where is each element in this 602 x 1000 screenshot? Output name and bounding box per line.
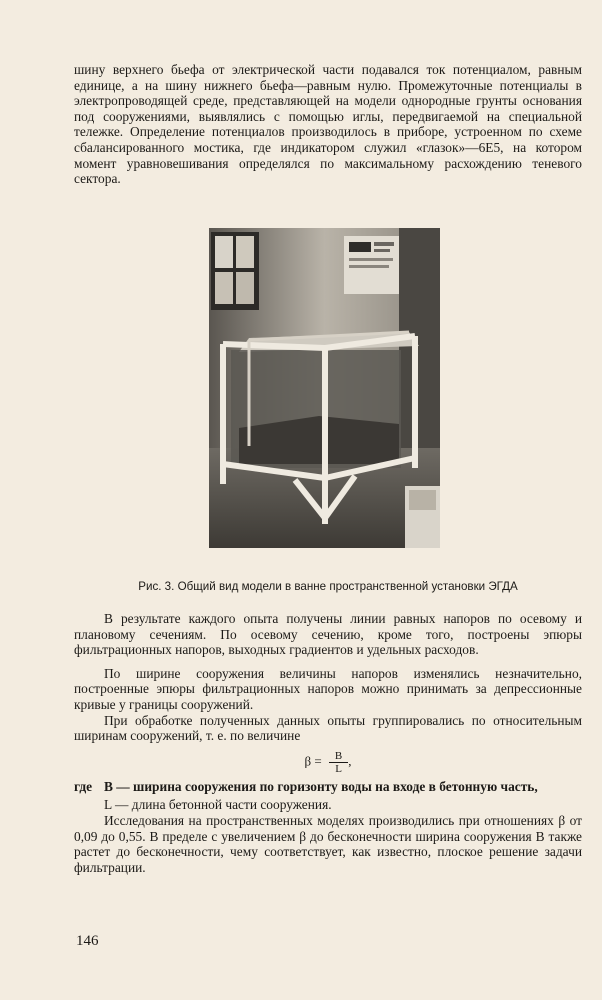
figure-caption: Рис. 3. Общий вид модели в ванне пространственной установки ЭГДА [138,580,518,593]
formula-lhs: β = [304,753,322,769]
legend-b-text: B — ширина сооружения по горизонту воды на входе в бетонную часть, [104,778,538,794]
top-paragraph: шину верхнего бьефа от электрической части подавался ток потенциалом, равным единице, а на шину нижнего бьефа—равным нулю. Промежуточные потенциалы в электропроводящей среде, представляющей на модели однородные грунты основания под сооружениями, выявлялись с помощью иглы, передвигаемой на специальной тележке. Определение потенциалов производилось в приборе, устроенном по схеме сбалансированного мостика, где индикатором служил «глазок»—6Е5, на котором момент уравновешивания определялся по максимальному расхождению теневого сектора. [74,62,582,187]
paragraph-width: По ширине сооружения величины напоров изменялись незначительно, построенные эпюры фильтрационных напоров можно принимать за депрессионные кривые у границы сооружений. [74,665,582,712]
photo-image [209,228,440,548]
paragraph-results: В результате каждого опыта получены линии равных напоров по осевому и плановому сечениям. По осевому сечению, кроме того, построены эпюры фильтрационных напоров, выходных градиентов и удельных расходов. [74,611,582,658]
formula-denominator: L [335,762,342,775]
formula-numerator: B [329,750,348,763]
legend-l-text: L — длина бетонной части сооружения. [104,797,332,813]
page-number: 146 [76,933,99,949]
page-body [74,62,582,187]
beta-formula [74,750,582,775]
paragraph-grouping: При обработке полученных данных опыты группировались по относительным ширинам сооружений, т. е. по величине [74,712,582,744]
model-photo [209,228,440,548]
legend-b [74,779,582,795]
paragraph-final: Исследования на пространственных моделях производились при отношениях β от 0,09 до 0,55. В пределе с увеличением β до бесконечности ширина сооружения B также растет до бесконечности, чему соответствует, как известно, плоское решение задачи фильтрации. [74,812,582,875]
formula-fraction [329,750,348,775]
legend-where: где [74,778,93,794]
lower-text [74,611,582,875]
formula-tail: , [348,753,352,769]
